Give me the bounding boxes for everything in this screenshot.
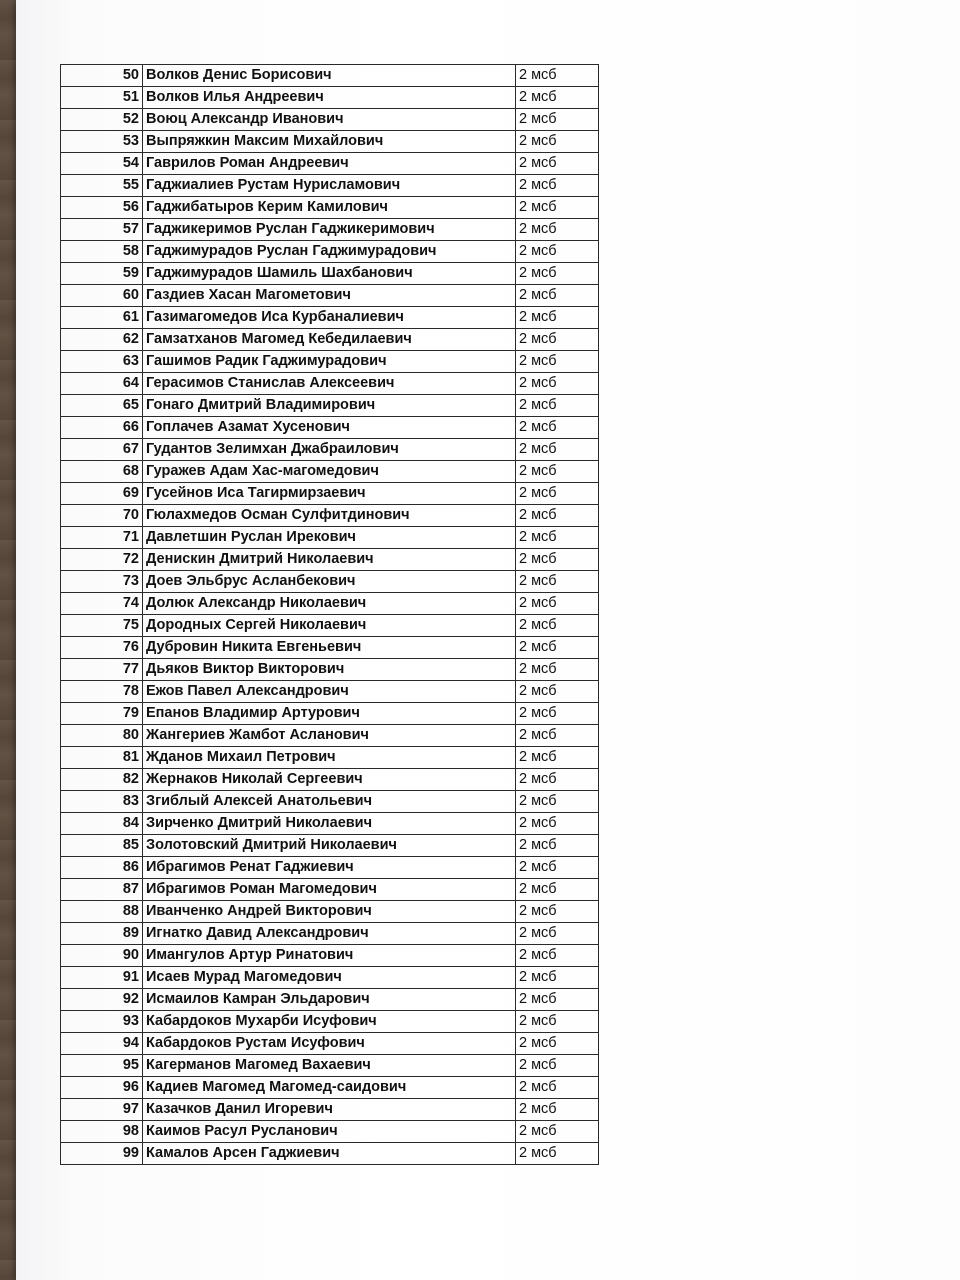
table-row	[61, 967, 599, 989]
full-name: Гаджимурадов Шамиль Шахбанович	[143, 263, 516, 285]
table-row	[61, 747, 599, 769]
table-row	[61, 505, 599, 527]
full-name: Ибрагимов Роман Магомедович	[143, 879, 516, 901]
table-row	[61, 813, 599, 835]
table-row	[61, 835, 599, 857]
full-name: Иванченко Андрей Викторович	[143, 901, 516, 923]
personnel-table	[60, 64, 599, 1165]
full-name: Долюк Александр Николаевич	[143, 593, 516, 615]
row-number: 83	[61, 791, 143, 813]
full-name: Жернаков Николай Сергеевич	[143, 769, 516, 791]
row-number: 84	[61, 813, 143, 835]
table-row	[61, 1077, 599, 1099]
unit-designation: 2 мсб	[516, 747, 599, 769]
full-name: Ежов Павел Александрович	[143, 681, 516, 703]
personnel-table-body	[61, 65, 599, 1165]
full-name: Каимов Расул Русланович	[143, 1121, 516, 1143]
unit-designation: 2 мсб	[516, 483, 599, 505]
table-row	[61, 1033, 599, 1055]
row-number: 86	[61, 857, 143, 879]
row-number: 92	[61, 989, 143, 1011]
full-name: Дородных Сергей Николаевич	[143, 615, 516, 637]
full-name: Гуражев Адам Хас-магомедович	[143, 461, 516, 483]
full-name: Игнатко Давид Александрович	[143, 923, 516, 945]
full-name: Золотовский Дмитрий Николаевич	[143, 835, 516, 857]
unit-designation: 2 мсб	[516, 593, 599, 615]
row-number: 88	[61, 901, 143, 923]
unit-designation: 2 мсб	[516, 527, 599, 549]
row-number: 97	[61, 1099, 143, 1121]
table-row	[61, 725, 599, 747]
unit-designation: 2 мсб	[516, 109, 599, 131]
row-number: 53	[61, 131, 143, 153]
row-number: 91	[61, 967, 143, 989]
table-row	[61, 351, 599, 373]
table-row	[61, 681, 599, 703]
full-name: Дубровин Никита Евгеньевич	[143, 637, 516, 659]
row-number: 94	[61, 1033, 143, 1055]
unit-designation: 2 мсб	[516, 307, 599, 329]
row-number: 77	[61, 659, 143, 681]
unit-designation: 2 мсб	[516, 549, 599, 571]
unit-designation: 2 мсб	[516, 769, 599, 791]
row-number: 68	[61, 461, 143, 483]
table-row	[61, 571, 599, 593]
row-number: 85	[61, 835, 143, 857]
unit-designation: 2 мсб	[516, 285, 599, 307]
table-row	[61, 285, 599, 307]
unit-designation: 2 мсб	[516, 901, 599, 923]
unit-designation: 2 мсб	[516, 461, 599, 483]
table-row	[61, 483, 599, 505]
full-name: Кабардоков Мухарби Исуфович	[143, 1011, 516, 1033]
table-row	[61, 131, 599, 153]
full-name: Гоплачев Азамат Хусенович	[143, 417, 516, 439]
table-row	[61, 219, 599, 241]
table-row	[61, 527, 599, 549]
row-number: 64	[61, 373, 143, 395]
unit-designation: 2 мсб	[516, 263, 599, 285]
row-number: 72	[61, 549, 143, 571]
row-number: 67	[61, 439, 143, 461]
unit-designation: 2 мсб	[516, 923, 599, 945]
unit-designation: 2 мсб	[516, 659, 599, 681]
row-number: 87	[61, 879, 143, 901]
full-name: Дьяков Виктор Викторович	[143, 659, 516, 681]
unit-designation: 2 мсб	[516, 835, 599, 857]
full-name: Гудантов Зелимхан Джабраилович	[143, 439, 516, 461]
unit-designation: 2 мсб	[516, 681, 599, 703]
row-number: 65	[61, 395, 143, 417]
row-number: 75	[61, 615, 143, 637]
table-row	[61, 791, 599, 813]
row-number: 70	[61, 505, 143, 527]
full-name: Герасимов Станислав Алексеевич	[143, 373, 516, 395]
table-row	[61, 307, 599, 329]
row-number: 57	[61, 219, 143, 241]
table-row	[61, 439, 599, 461]
table-row	[61, 637, 599, 659]
unit-designation: 2 мсб	[516, 989, 599, 1011]
full-name: Гаджимурадов Руслан Гаджимурадович	[143, 241, 516, 263]
full-name: Казачков Данил Игоревич	[143, 1099, 516, 1121]
unit-designation: 2 мсб	[516, 65, 599, 87]
full-name: Исмаилов Камран Эльдарович	[143, 989, 516, 1011]
full-name: Кабардоков Рустам Исуфович	[143, 1033, 516, 1055]
row-number: 69	[61, 483, 143, 505]
row-number: 52	[61, 109, 143, 131]
table-row	[61, 153, 599, 175]
row-number: 81	[61, 747, 143, 769]
full-name: Гонаго Дмитрий Владимирович	[143, 395, 516, 417]
full-name: Кагерманов Магомед Вахаевич	[143, 1055, 516, 1077]
unit-designation: 2 мсб	[516, 417, 599, 439]
row-number: 78	[61, 681, 143, 703]
full-name: Имангулов Артур Ринатович	[143, 945, 516, 967]
unit-designation: 2 мсб	[516, 219, 599, 241]
row-number: 51	[61, 87, 143, 109]
table-row	[61, 879, 599, 901]
table-row	[61, 461, 599, 483]
table-row	[61, 263, 599, 285]
unit-designation: 2 мсб	[516, 637, 599, 659]
full-name: Епанов Владимир Артурович	[143, 703, 516, 725]
unit-designation: 2 мсб	[516, 153, 599, 175]
table-row	[61, 857, 599, 879]
unit-designation: 2 мсб	[516, 615, 599, 637]
table-row	[61, 329, 599, 351]
row-number: 74	[61, 593, 143, 615]
full-name: Камалов Арсен Гаджиевич	[143, 1143, 516, 1165]
table-row	[61, 1099, 599, 1121]
table-row	[61, 593, 599, 615]
unit-designation: 2 мсб	[516, 945, 599, 967]
row-number: 58	[61, 241, 143, 263]
row-number: 99	[61, 1143, 143, 1165]
table-row	[61, 417, 599, 439]
table-row	[61, 549, 599, 571]
table-row	[61, 1011, 599, 1033]
full-name: Гамзатханов Магомед Кебедилаевич	[143, 329, 516, 351]
full-name: Доев Эльбрус Асланбекович	[143, 571, 516, 593]
unit-designation: 2 мсб	[516, 725, 599, 747]
full-name: Кадиев Магомед Магомед-саидович	[143, 1077, 516, 1099]
full-name: Воюц Александр Иванович	[143, 109, 516, 131]
full-name: Газимагомедов Иса Курбаналиевич	[143, 307, 516, 329]
unit-designation: 2 мсб	[516, 241, 599, 263]
row-number: 54	[61, 153, 143, 175]
row-number: 73	[61, 571, 143, 593]
full-name: Жангериев Жамбот Асланович	[143, 725, 516, 747]
full-name: Денискин Дмитрий Николаевич	[143, 549, 516, 571]
table-row	[61, 769, 599, 791]
full-name: Гусейнов Иса Тагирмирзаевич	[143, 483, 516, 505]
unit-designation: 2 мсб	[516, 791, 599, 813]
unit-designation: 2 мсб	[516, 857, 599, 879]
full-name: Гаджиалиев Рустам Нурисламович	[143, 175, 516, 197]
unit-designation: 2 мсб	[516, 1033, 599, 1055]
table-row	[61, 989, 599, 1011]
table-row	[61, 197, 599, 219]
unit-designation: 2 мсб	[516, 131, 599, 153]
row-number: 96	[61, 1077, 143, 1099]
unit-designation: 2 мсб	[516, 439, 599, 461]
unit-designation: 2 мсб	[516, 1143, 599, 1165]
unit-designation: 2 мсб	[516, 87, 599, 109]
unit-designation: 2 мсб	[516, 967, 599, 989]
full-name: Ибрагимов Ренат Гаджиевич	[143, 857, 516, 879]
unit-designation: 2 мсб	[516, 879, 599, 901]
full-name: Гашимов Радик Гаджимурадович	[143, 351, 516, 373]
full-name: Газдиев Хасан Магометович	[143, 285, 516, 307]
unit-designation: 2 мсб	[516, 197, 599, 219]
row-number: 62	[61, 329, 143, 351]
row-number: 80	[61, 725, 143, 747]
full-name: Гаджикеримов Руслан Гаджикеримович	[143, 219, 516, 241]
table-row	[61, 659, 599, 681]
table-row	[61, 923, 599, 945]
table-row	[61, 175, 599, 197]
table-row	[61, 703, 599, 725]
row-number: 66	[61, 417, 143, 439]
unit-designation: 2 мсб	[516, 1077, 599, 1099]
row-number: 63	[61, 351, 143, 373]
paper-sheet	[16, 0, 960, 1280]
unit-designation: 2 мсб	[516, 351, 599, 373]
full-name: Гюлахмедов Осман Сулфитдинович	[143, 505, 516, 527]
unit-designation: 2 мсб	[516, 1121, 599, 1143]
table-row	[61, 87, 599, 109]
row-number: 98	[61, 1121, 143, 1143]
row-number: 79	[61, 703, 143, 725]
row-number: 82	[61, 769, 143, 791]
unit-designation: 2 мсб	[516, 813, 599, 835]
full-name: Зирченко Дмитрий Николаевич	[143, 813, 516, 835]
row-number: 71	[61, 527, 143, 549]
row-number: 61	[61, 307, 143, 329]
unit-designation: 2 мсб	[516, 1011, 599, 1033]
full-name: Волков Денис Борисович	[143, 65, 516, 87]
table-row	[61, 65, 599, 87]
row-number: 76	[61, 637, 143, 659]
row-number: 56	[61, 197, 143, 219]
table-row	[61, 395, 599, 417]
full-name: Исаев Мурад Магомедович	[143, 967, 516, 989]
row-number: 95	[61, 1055, 143, 1077]
table-row	[61, 1143, 599, 1165]
full-name: Згиблый Алексей Анатольевич	[143, 791, 516, 813]
full-name: Жданов Михаил Петрович	[143, 747, 516, 769]
full-name: Волков Илья Андреевич	[143, 87, 516, 109]
full-name: Гаджибатыров Керим Камилович	[143, 197, 516, 219]
row-number: 89	[61, 923, 143, 945]
table-row	[61, 1121, 599, 1143]
row-number: 60	[61, 285, 143, 307]
full-name: Давлетшин Руслан Ирекович	[143, 527, 516, 549]
row-number: 55	[61, 175, 143, 197]
row-number: 90	[61, 945, 143, 967]
unit-designation: 2 мсб	[516, 703, 599, 725]
row-number: 50	[61, 65, 143, 87]
table-row	[61, 615, 599, 637]
unit-designation: 2 мсб	[516, 373, 599, 395]
unit-designation: 2 мсб	[516, 1055, 599, 1077]
table-row	[61, 1055, 599, 1077]
unit-designation: 2 мсб	[516, 505, 599, 527]
row-number: 93	[61, 1011, 143, 1033]
unit-designation: 2 мсб	[516, 571, 599, 593]
unit-designation: 2 мсб	[516, 1099, 599, 1121]
table-row	[61, 109, 599, 131]
full-name: Гаврилов Роман Андреевич	[143, 153, 516, 175]
unit-designation: 2 мсб	[516, 395, 599, 417]
unit-designation: 2 мсб	[516, 329, 599, 351]
full-name: Выпряжкин Максим Михайлович	[143, 131, 516, 153]
table-row	[61, 901, 599, 923]
table-row	[61, 945, 599, 967]
row-number: 59	[61, 263, 143, 285]
table-row	[61, 241, 599, 263]
table-row	[61, 373, 599, 395]
unit-designation: 2 мсб	[516, 175, 599, 197]
